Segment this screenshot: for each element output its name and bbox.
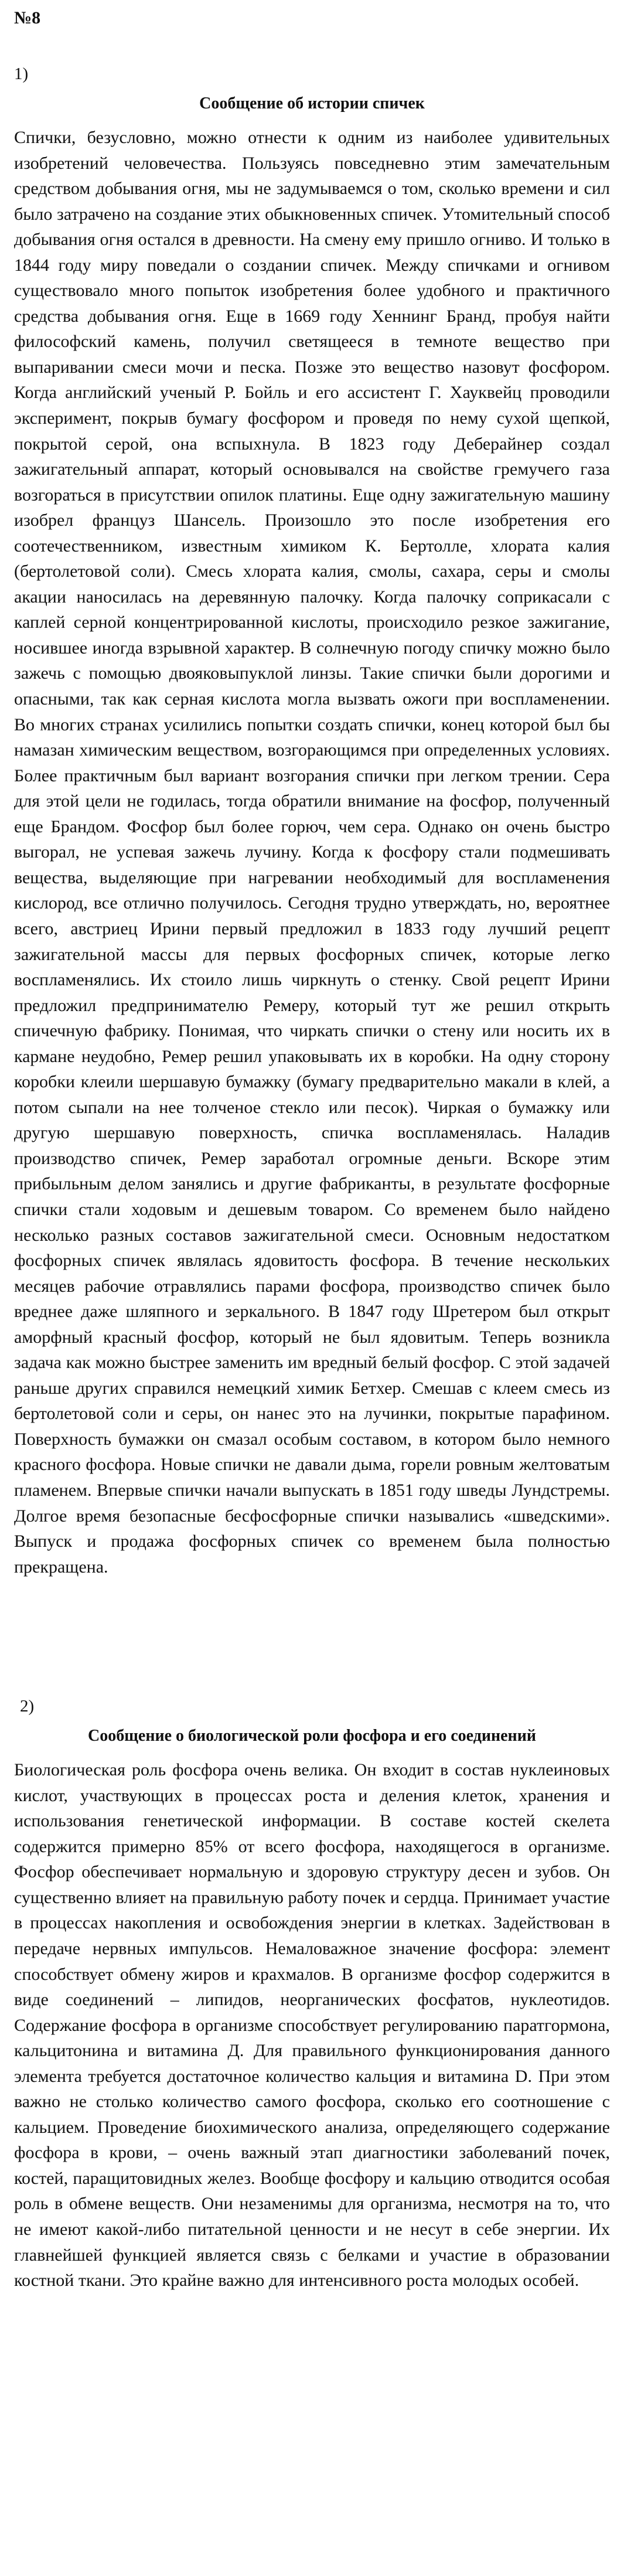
section-2-title: Сообщение о биологической роли фосфора и его соединений [88, 1727, 536, 1745]
task-number: №8 [14, 8, 41, 28]
section-1-title: Сообщение об истории спичек [199, 94, 425, 113]
section-divider-space [14, 1580, 610, 1697]
section-1-text: Спички, безусловно, можно отнести к одним из наиболее удивительных изобретений человечества. Пользуясь повседневно этим замечательным средством добывания огня, мы не задумываемся о том, сколько времени и сил было затрачено на создание этих обыкновенных спичек. Утомительный способ добывания огня остался в древности. На смену ему пришло огниво. И только в 1844 году миру поведали о создании спичек. Между спичками и огнивом существовало много попыток изобретения более удобного и практичного средства добывания огня. Еще в 1669 году Хеннинг Бранд, пробуя найти философский камень, получил светящееся в темноте вещество при выпаривании смеси мочи и песка. Позже это вещество назовут фосфором. Когда английский ученый Р. Бойль и его ассистент Г. Хауквейц проводили эксперимент, покрыв бумагу фосфором и проведя по нему сухой щепкой, покрытой серой, она вспыхнула. В 1823 году Деберайнер создал зажигательный аппарат, который основывался на свойстве гремучего газа возгораться в присутствии опилок платины. Еще одну зажигательную машину изобрел француз Шансель. Произошло это после изобретения его соотечественником, известным химиком К. Бертолле, хлората калия (бертолетовой соли). Смесь хлората калия, смолы, сахара, серы и смолы акации наносилась на деревянную палочку. Когда палочку соприкасали с каплей серной концентрированной кислоты, происходило резкое зажигание, носившее иногда взрывной характер. В солнечную погоду спичку можно было зажечь с помощью двояковыпуклой линзы. Такие спички были дорогими и опасными, так как серная кислота могла вызвать ожоги при воспламенении. Во многих странах усилились попытки создать спички, конец которой был бы намазан химическим веществом, возгорающимся при определенных условиях. Более практичным был вариант возгорания спички при легком трении. Сера для этой цели не годилась, тогда обратили внимание на фосфор, полученный еще Брандом. Фосфор был более горюч, чем сера. Однако он очень быстро выгорал, не успевая зажечь лучину. Когда к фосфору стали подмешивать вещества, выделяющие при нагревании необходимый для воспламенения кислород, все отлично получилось. Сегодня трудно утверждать, но, вероятнее всего, австриец Ирини первый предложил в 1833 году лучший рецепт зажигательной массы для первых фосфорных спичек, которые легко воспламенялись. Их стоило лишь чиркнуть о стенку. Свой рецепт Ирини предложил предпринимателю Ремеру, который тут же решил открыть спичечную фабрику. Понимая, что чиркать спички о стену или носить их в кармане неудобно, Ремер решил упаковывать их в коробки. На одну сторону коробки клеили шершавую бумажку (бумагу предварительно макали в клей, а потом сыпали на нее толченое стекло или песок). Чиркая о бумажку или другую шершавую поверхность, спичка воспламенялась. Наладив производство спичек, Ремер заработал огромные деньги. Вскоре этим прибыльным делом занялись и другие фабриканты, в результате фосфорные спички стали ходовым и дешевым товаром. Со временем было найдено несколько разных составов зажигательной смеси. Основным недостатком фосфорных спичек являлась ядовитость фосфора. В течение нескольких месяцев рабочие отравлялись парами фосфора, производство спичек было вреднее даже шляпного и зеркального. В 1847 году Шретером был открыт аморфный красный фосфор, который не был ядовитым. Теперь возникла задача как можно быстрее заменить им вредный белый фосфор. С этой задачей раньше других справился немецкий химик Бетхер. Смешав с клеем смесь из бертолетовой соли и серы, он нанес это на лучинки, покрытые парафином. Поверхность бумажки он смазал особым составом, в котором было немного красного фосфора. Новые спички не давали дыма, горели ровным желтоватым пламенем. Впервые спички начали выпускать в 1851 году шведы Лундстремы. Долгое время безопасные бесфосфорные спички назывались «шведскими». Выпуск и продажа фосфорных спичек со временем была полностью прекращена. [14, 128, 610, 1577]
section-1-label: 1) [14, 64, 29, 83]
section-2-label: 2) [20, 1697, 35, 1716]
section-2-text: Биологическая роль фосфора очень велика. Он входит в состав нуклеиновых кислот, участвующих в процессах роста и деления клеток, хранения и использования генетической информации. В составе костей скелета содержится примерно 85% от всего фосфора, находящегося в организме. Фосфор обеспечивает нормальную и здоровую структуру десен и зубов. Он существенно влияет на правильную работу почек и сердца. Принимает участие в процессах накопления и освобождения энергии в клетках. Задействован в передаче нервных импульсов. Немаловажное значение фосфора: элемент способствует обмену жиров и крахмалов. В организме фосфор содержится в виде соединений – липидов, неорганических фосфатов, нуклеотидов. Содержание фосфора в организме способствует регулированию паратгормона, кальцитонина и витамина Д. Для правильного функционирования данного элемента требуется достаточное количество кальция и витамина D. При этом важно не столько количество самого фосфора, сколько его соотношение с кальцием. Проведение биохимического анализа, определяющего содержание фосфора в крови, – очень важный этап диагностики заболеваний почек, костей, паращитовидных желез. Вообще фосфору и кальцию отводится особая роль в обмене веществ. Они незаменимы для организма, несмотря на то, что не имеют какой-либо питательной ценности и не несут в себе энергии. Их главнейшей функцией является связь с белками и участие в образовании костной ткани. Это крайне важно для интенсивного роста молодых особей. [14, 1760, 610, 2291]
